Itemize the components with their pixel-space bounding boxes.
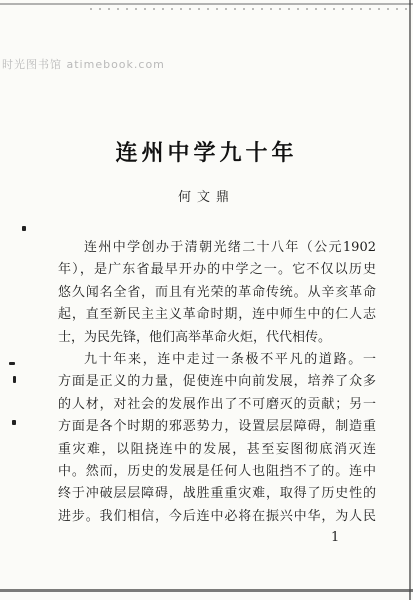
paragraph-line: 连州中学创办于清朝光绪二十八年（公元1902	[84, 240, 376, 255]
scan-right-edge	[409, 0, 411, 600]
paragraph-line: 重灾难，以阻挠连中的发展，甚至妄图彻底消灭连	[58, 441, 376, 457]
paragraph-line: 方面是各个时期的邪恶势力，设置层层障碍，制造重	[58, 419, 376, 435]
margin-mark	[13, 376, 16, 383]
body-text	[58, 237, 376, 528]
scan-top-edge	[0, 3, 413, 5]
paragraph-line: 九十年来，连中走过一条极不平凡的道路。一	[84, 351, 376, 367]
paragraph-line: 中。然而，历史的发展是任何人也阻挡不了的。连中	[58, 463, 376, 479]
watermark: 时光图书馆 atimebook.com	[2, 58, 165, 71]
paragraph-line: 终于冲破层层障碍，战胜重重灾难，取得了历史性的	[58, 486, 376, 502]
scan-top-noise	[90, 8, 410, 10]
margin-mark	[12, 420, 16, 425]
scan-bottom-edge	[0, 589, 413, 592]
paragraph-line: 进步。我们相信，今后连中必将在振兴中华，为人民	[58, 508, 376, 524]
margin-mark	[22, 226, 26, 231]
paragraph-line: 方面是正义的力量，促使连中向前发展，培养了众多	[58, 374, 376, 390]
margin-mark	[9, 362, 15, 365]
author-name: 何文鼎	[177, 190, 235, 205]
paragraph-line: 年），是广东省最早开办的中学之一。它不仅以历史	[58, 262, 376, 278]
paragraph-line: 悠久闻名全省，而且有光荣的革命传统。从辛亥革命	[58, 284, 376, 300]
chapter-title: 连州中学九十年	[115, 141, 298, 166]
paragraph-line: 起，直至新民主主义革命时期，连中师生中的仁人志	[58, 307, 376, 323]
paragraph-line: 士，为民先锋，他们高举革命火炬，代代相传。	[58, 329, 332, 345]
paragraph-line: 的人材，对社会的发展作出了不可磨灭的贡献；另一	[58, 396, 376, 412]
page-number: 1	[331, 530, 340, 545]
